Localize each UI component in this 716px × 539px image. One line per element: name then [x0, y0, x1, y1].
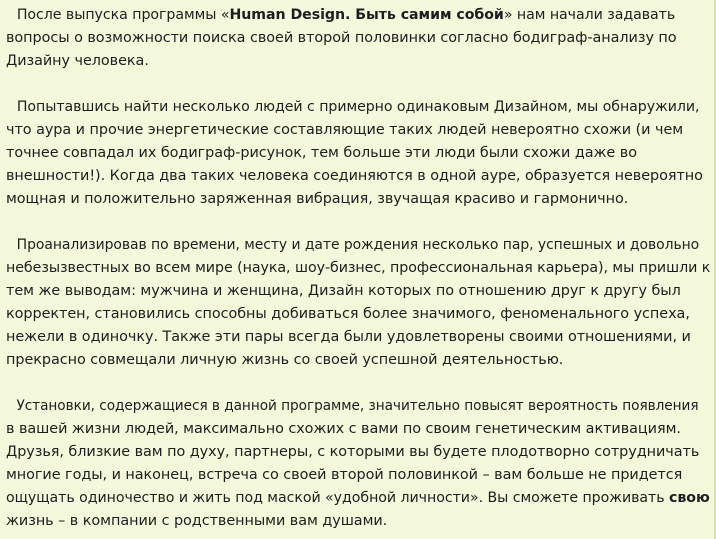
text-line: точнее совпадал их бодиграф-рисунок, тем больше эти люди были схожи даже во: [6, 145, 637, 161]
text-line: жизнь – в компании с родственными вам душами.: [6, 513, 388, 529]
text-line: внешности!). Когда два таких человека соединяются в одной ауре, образуется невероятно: [6, 168, 703, 184]
text-line: многие годы, и наконец, встреча со своей второй половинкой – вам больше не придется: [6, 467, 683, 483]
text-line: небезызвестных во всем мире (наука, шоу-бизнес, профессиональная карьера), мы пришли к: [6, 260, 711, 276]
text-line: Попытавшись найти несколько людей с примерно одинаковым Дизайном, мы обнаружили,: [16, 99, 700, 115]
text-segment: ощущать одиночество и жить под маской «удобной личности». Вы сможете проживать: [6, 490, 670, 506]
text-line: Проанализировав по времени, месту и дате рождения несколько пар, успешных и довольно: [16, 237, 700, 253]
text-line: [6, 4, 699, 27]
text-line: корректен, становились способны добиваться более значимого, феноменального успеха,: [6, 306, 690, 322]
program-title: Human Design. Быть самим собой: [229, 7, 504, 23]
text-line: Друзья, близкие вам по духу, партнеры, с которыми вы будете плодотворно сотрудничать: [6, 444, 700, 460]
text-line: прекрасно совмещали личную жизнь со своей успешной деятельностью.: [6, 352, 564, 368]
text-line: [6, 487, 710, 510]
text-segment: После выпуска программы «: [16, 7, 230, 23]
text-segment: » нам начали задавать: [503, 7, 676, 23]
emphasis-own: свою: [669, 490, 710, 506]
text-line: Установки, содержащиеся в данной программе, значительно повысят вероятность появления: [16, 398, 699, 414]
text-line: нежели в одиночку. Также эти пары всегда были удовлетворены своими отношениями, и: [6, 329, 691, 345]
paragraph-settings: [6, 395, 710, 533]
text-line: мощная и положительно заряженная вибрация, звучащая красиво и гармонично.: [6, 191, 629, 207]
text-line: тем же выводам: мужчина и женщина, Дизайн которых по отношению друг к другу был: [6, 283, 681, 299]
paragraph-analysis: [6, 234, 710, 372]
text-line: Дизайну человека.: [6, 53, 149, 69]
text-line: в вашей жизни людей, максимально схожих с вами по своим генетическим активациям.: [6, 421, 681, 437]
paragraph-intro: [6, 4, 710, 73]
text-line: что аура и прочие энергетические составляющие таких людей невероятно схожи (и чем: [6, 122, 684, 138]
paragraph-aura: [6, 96, 710, 211]
text-line: вопросы о возможности поиска своей второй половинки согласно бодиграф-анализу по: [6, 30, 677, 46]
